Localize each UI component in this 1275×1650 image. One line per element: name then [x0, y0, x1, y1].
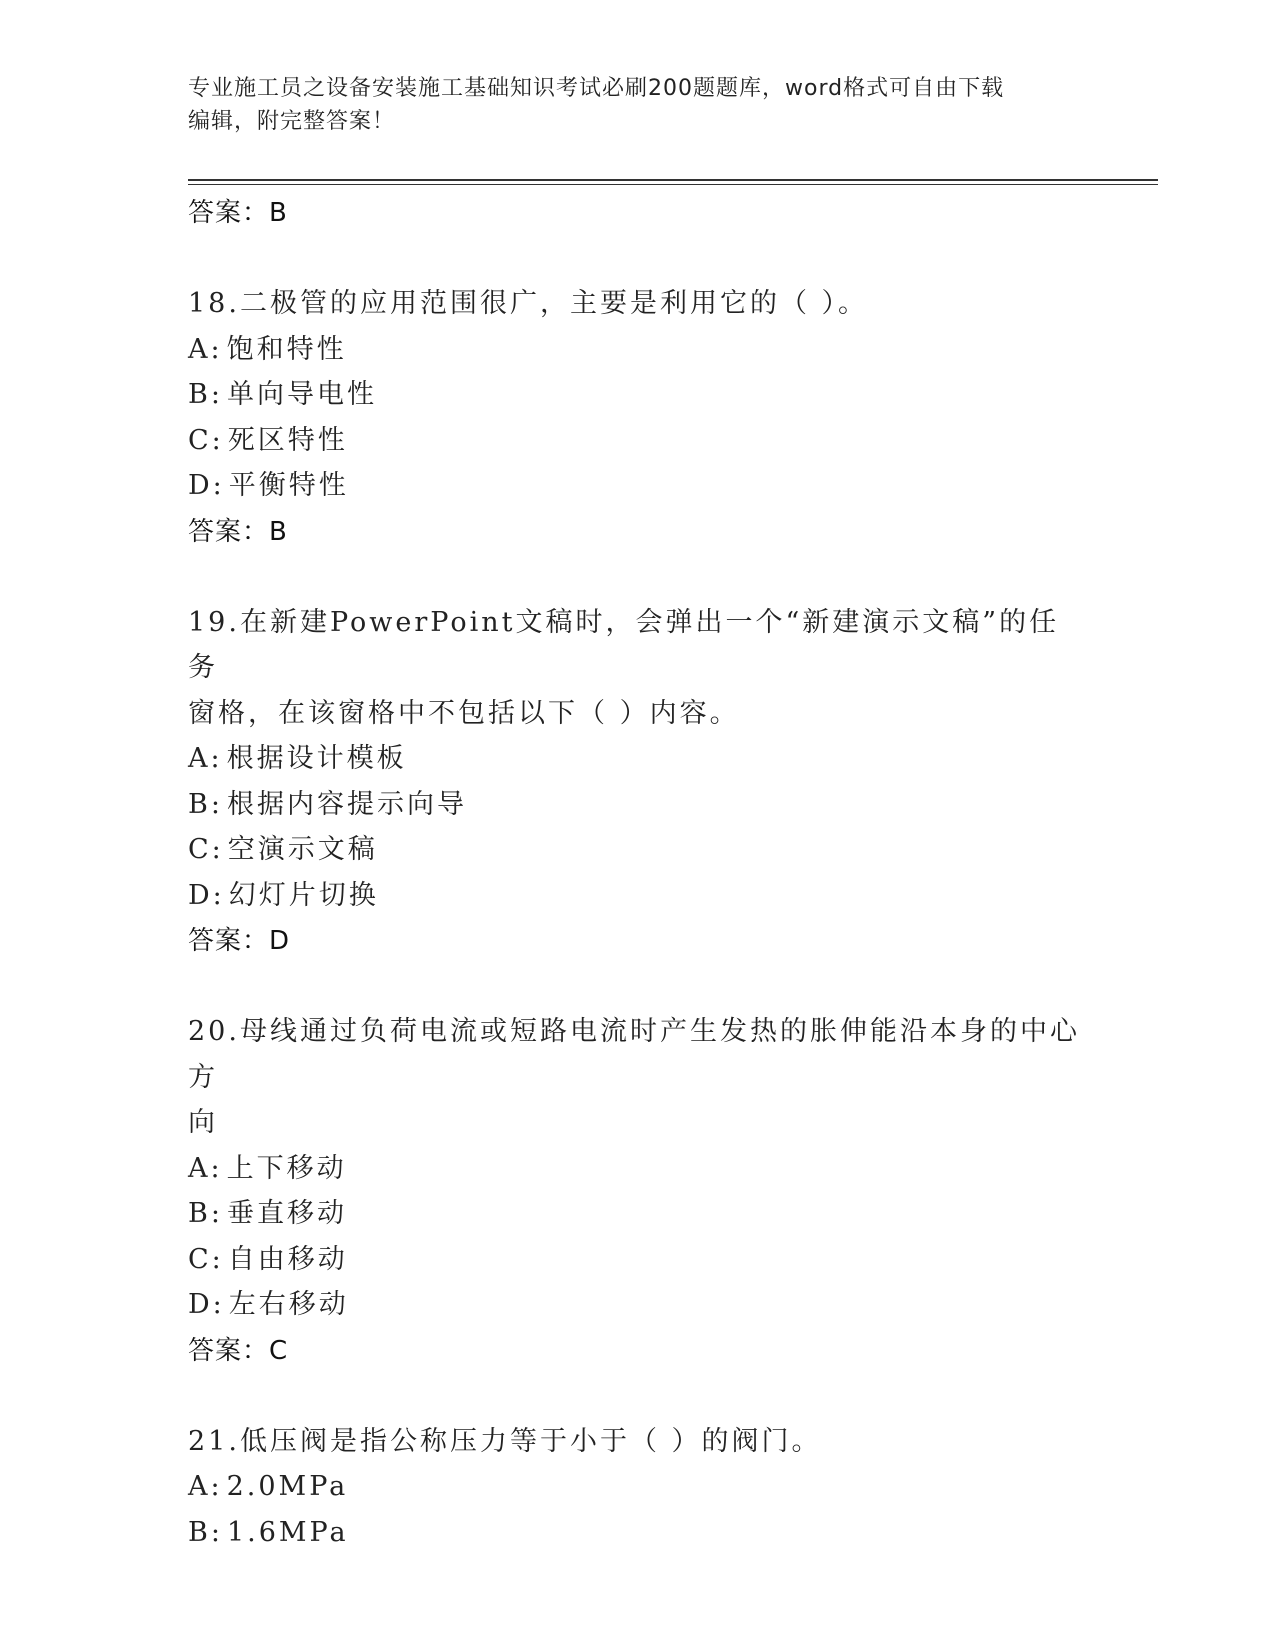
option-label: 自由移动 — [227, 1243, 348, 1275]
previous-answer: 答案：B — [188, 198, 288, 228]
question-stem-line-1: 20.母线通过负荷电流或短路电流时产生发热的胀伸能沿本身的中心方 — [188, 1016, 1080, 1093]
question-stem: 18.二极管的应用范围很广，主要是利用它的（ ）。 — [188, 288, 869, 319]
option-label: 根据设计模板 — [226, 743, 407, 774]
spacer — [188, 236, 1088, 281]
option-label: 2.0MPa — [226, 1471, 349, 1502]
option-a — [188, 736, 1088, 782]
option-a — [188, 1464, 1088, 1510]
option-a — [188, 327, 1088, 373]
option-key: C: — [188, 834, 224, 865]
question-stem — [188, 600, 1088, 737]
question-stem-line-2: 向 — [188, 1107, 218, 1138]
header-line-1: 专业施工员之设备安装施工基础知识考试必刷200题题库，word格式可自由下载 — [188, 76, 1005, 101]
answer: 答案：B — [188, 516, 288, 547]
option-label: 平衡特性 — [228, 470, 349, 501]
option-c — [188, 827, 1088, 873]
option-label: 幻灯片切换 — [228, 879, 379, 911]
question-18 — [188, 281, 1088, 555]
option-label: 左右移动 — [228, 1289, 349, 1320]
option-label: 根据内容提示向导 — [226, 788, 467, 820]
option-label: 单向导电性 — [226, 379, 377, 410]
header-divider-thick — [188, 179, 1158, 181]
option-label: 空演示文稿 — [227, 834, 378, 865]
option-label: 垂直移动 — [226, 1198, 347, 1229]
answer: 答案：D — [188, 926, 291, 956]
question-stem — [188, 1009, 1088, 1146]
option-b — [188, 782, 1088, 828]
option-d — [188, 1282, 1088, 1328]
option-key: D: — [188, 1289, 225, 1320]
option-label: 死区特性 — [227, 424, 348, 456]
question-stem: 21.低压阀是指公称压力等于小于（ ）的阀门。 — [188, 1425, 822, 1457]
option-key: A: — [188, 1152, 223, 1184]
question-stem-line-2: 窗格，在该窗格中不包括以下（ ）内容。 — [188, 697, 740, 729]
option-a — [188, 1146, 1088, 1192]
option-key: D: — [188, 470, 225, 501]
document-header — [188, 72, 1068, 138]
question-21 — [188, 1419, 1088, 1556]
header-divider-thin — [188, 184, 1158, 185]
option-key: B: — [188, 379, 223, 410]
header-line-2: 编辑，附完整答案！ — [188, 109, 396, 134]
option-key: A: — [188, 743, 223, 774]
answer: 答案：C — [188, 1335, 289, 1366]
spacer — [188, 964, 1088, 1009]
option-d — [188, 463, 1088, 509]
spacer — [188, 555, 1088, 600]
option-key: A: — [188, 333, 223, 365]
option-c — [188, 418, 1088, 464]
option-key: A: — [188, 1471, 223, 1502]
option-b — [188, 1191, 1088, 1237]
option-key: B: — [188, 788, 223, 820]
option-key: B: — [188, 1198, 223, 1229]
option-label: 饱和特性 — [226, 333, 347, 365]
question-20 — [188, 1009, 1088, 1374]
option-label: 1.6MPa — [226, 1516, 349, 1548]
option-key: D: — [188, 879, 225, 911]
option-c — [188, 1237, 1088, 1283]
option-key: C: — [188, 424, 224, 456]
question-19 — [188, 600, 1088, 965]
option-key: B: — [188, 1516, 223, 1548]
question-list — [188, 190, 1088, 1555]
option-b — [188, 1510, 1088, 1556]
option-label: 上下移动 — [226, 1152, 347, 1184]
option-d — [188, 873, 1088, 919]
option-b — [188, 372, 1088, 418]
option-key: C: — [188, 1243, 224, 1275]
question-stem-line-1: 19.在新建PowerPoint文稿时，会弹出一个“新建演示文稿”的任务 — [188, 606, 1060, 683]
spacer — [188, 1374, 1088, 1419]
